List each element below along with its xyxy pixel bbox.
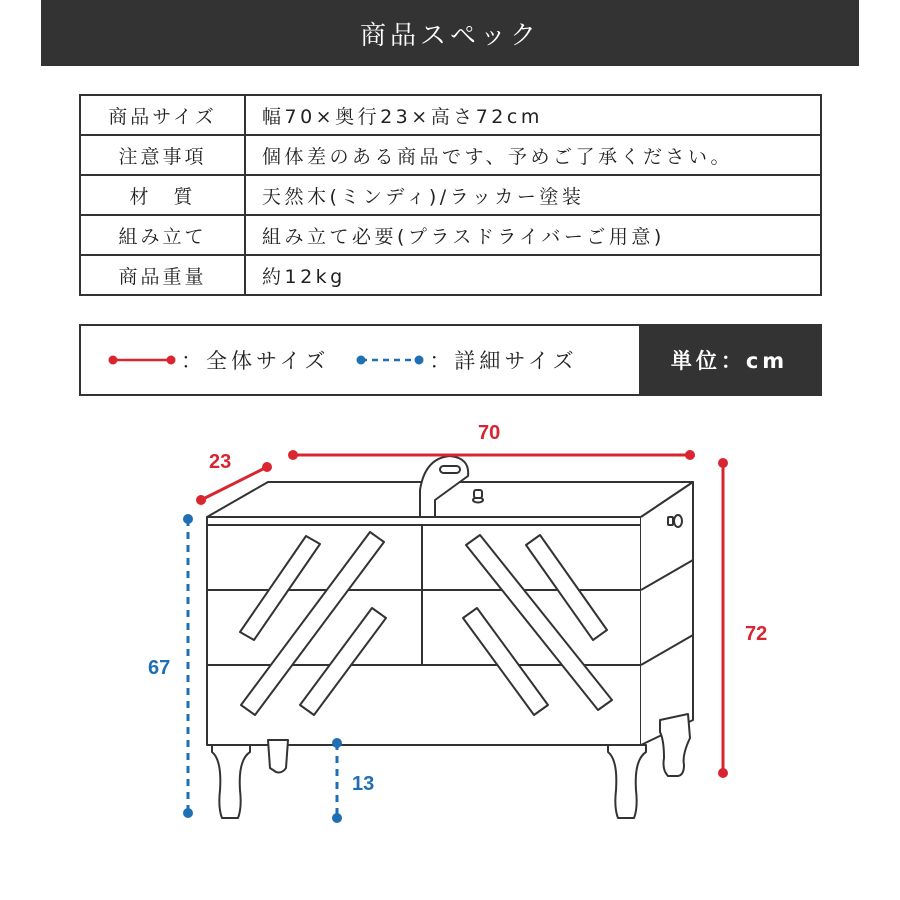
legend-full-size-label: ：全体サイズ [181, 349, 330, 373]
spec-value: 天然木(ミンディ)/ラッカー塗装 [245, 175, 821, 215]
body-height-dimension-line [183, 514, 193, 818]
width-label: 70 [478, 422, 501, 444]
spec-key: 組み立て [80, 215, 245, 255]
body-height-label: 67 [148, 657, 171, 679]
section-title: 商品スペック [359, 20, 540, 51]
sewing-box-drawing [207, 456, 693, 818]
depth-label: 23 [209, 451, 232, 473]
spec-key: 商品サイズ [80, 95, 245, 135]
spec-key: 材 質 [80, 175, 245, 215]
leg-height-dimension-line [332, 738, 342, 823]
spec-key: 注意事項 [80, 135, 245, 175]
spec-value: 約12kg [245, 255, 821, 295]
spec-value: 個体差のある商品です、予めご了承ください。 [245, 135, 821, 175]
height-dimension-line [718, 458, 728, 778]
spec-value: 組み立て必要(プラスドライバーご用意) [245, 215, 821, 255]
legend-detail-size-label: ：詳細サイズ [429, 349, 578, 373]
spec-value: 幅70×奥行23×高さ72cm [245, 95, 821, 135]
height-label: 72 [745, 623, 768, 645]
unit-label: 単位：cm [670, 349, 789, 373]
leg-height-label: 13 [352, 773, 375, 795]
spec-key: 商品重量 [80, 255, 245, 295]
width-dimension-line [288, 450, 695, 460]
